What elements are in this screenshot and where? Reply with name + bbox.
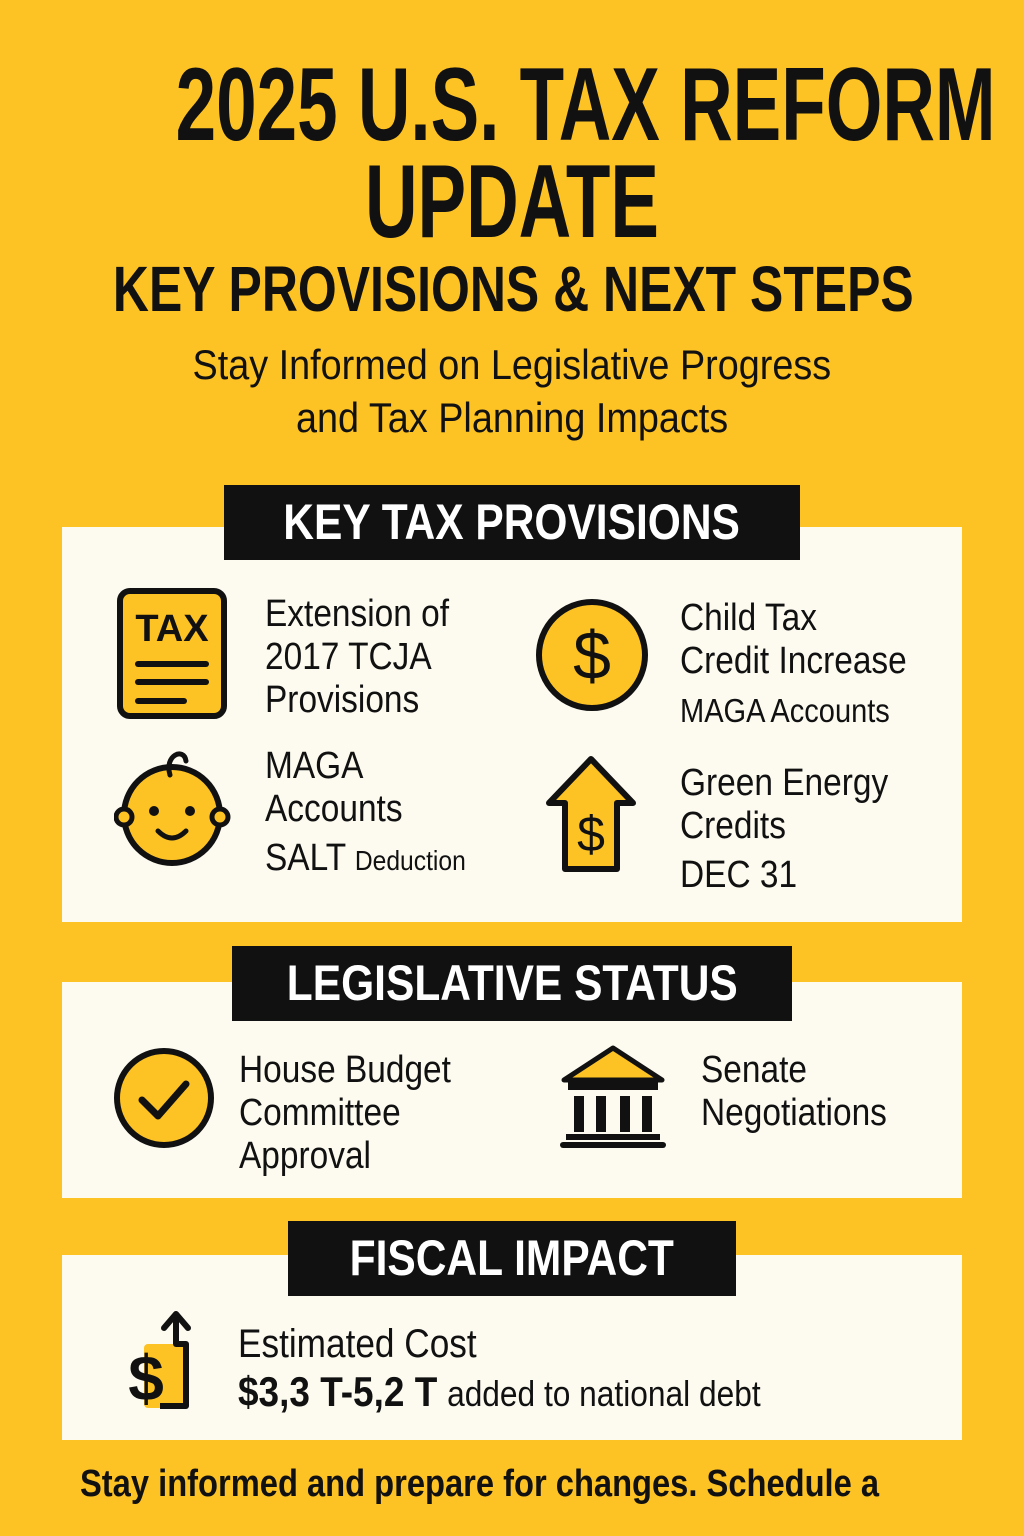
baby-face-icon (114, 745, 234, 870)
svg-text:$: $ (573, 618, 611, 694)
capitol-building-icon (558, 1044, 668, 1150)
title-line-2: UPDATE (365, 144, 659, 260)
svg-text:$: $ (577, 806, 605, 862)
dollar-arrow-up-icon (124, 1308, 196, 1414)
tax-document-icon (116, 588, 228, 720)
key-provisions-heading: KEY TAX PROVISIONS (224, 485, 800, 560)
provision-maga-accounts: MAGA Accounts SALT Deduction (265, 745, 466, 879)
status-senate-negotiations: Senate Negotiations (701, 1049, 887, 1134)
tagline: Stay Informed on Legislative Progress and Tax Planning Impacts (192, 341, 832, 441)
svg-text:TAX: TAX (135, 608, 209, 650)
svg-text:$: $ (128, 1342, 164, 1414)
dollar-coin-icon (534, 597, 650, 713)
estimated-cost-label: Estimated Cost (238, 1322, 477, 1366)
provision-green-energy: Green Energy Credits DEC 31 (680, 762, 889, 896)
provision-tcja: Extension of 2017 TCJA Provisions (265, 593, 450, 721)
cost-suffix: added to national debt (447, 1373, 761, 1414)
dollar-arrow-up-icon (545, 755, 637, 875)
provision-child-tax-credit: Child Tax Credit Increase MAGA Accounts (680, 597, 907, 729)
status-house-approval: House Budget Committee Approval (239, 1049, 451, 1177)
subtitle: KEY PROVISIONS & NEXT STEPS (112, 253, 914, 325)
checkmark-circle-icon (112, 1046, 216, 1150)
fiscal-impact-heading: FISCAL IMPACT (288, 1221, 736, 1296)
cost-amount: $3,3 T-5,2 T (238, 1368, 438, 1415)
legislative-status-heading: LEGISLATIVE STATUS (232, 946, 792, 1021)
fiscal-estimate (238, 1320, 761, 1418)
footer-cta: Stay informed and prepare for changes. Schedule a (80, 1463, 880, 1505)
title-line-1: 2025 U.S. TAX REFORM (175, 47, 996, 163)
